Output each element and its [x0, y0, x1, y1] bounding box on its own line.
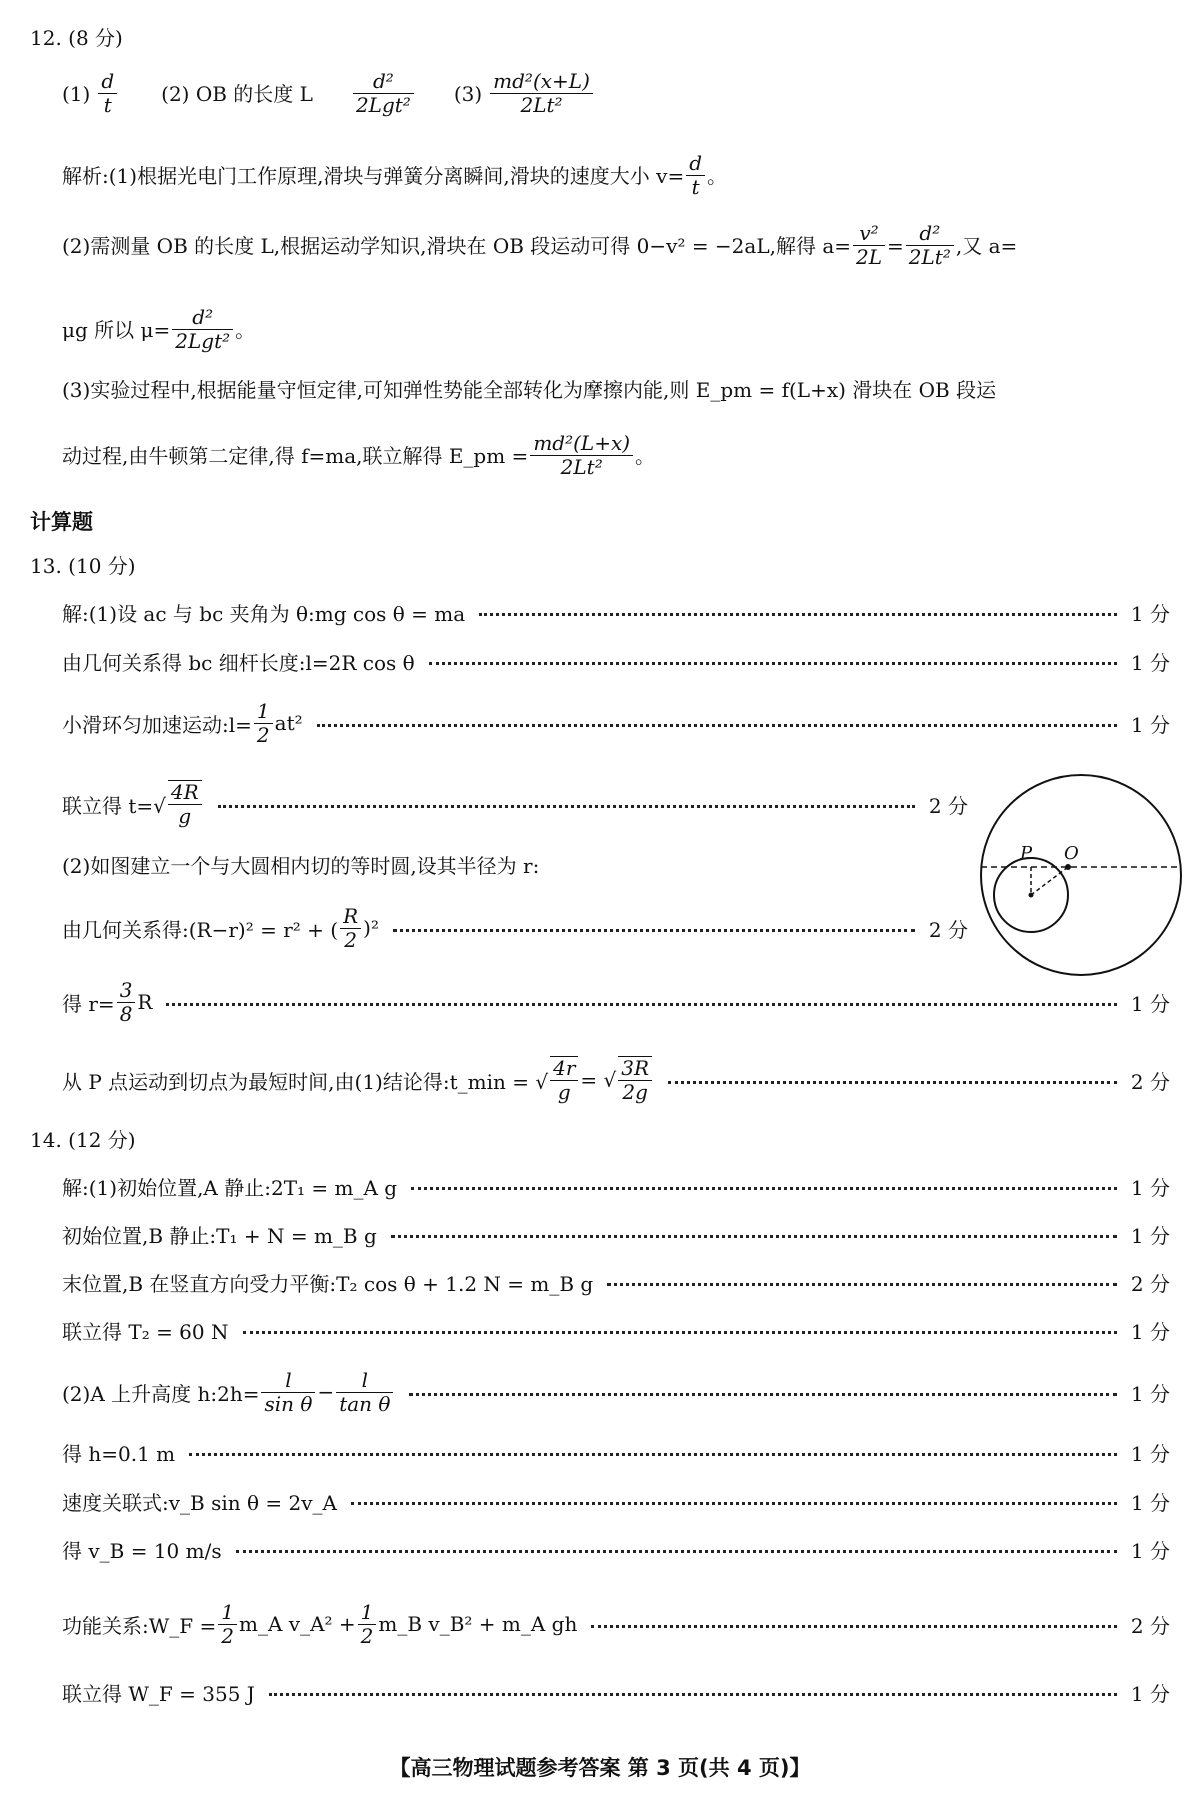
- q12-answers: [62, 70, 595, 117]
- q12-a1-fraction: d t: [98, 70, 117, 117]
- label-p: P: [1020, 843, 1033, 864]
- q13-circle-figure: [976, 770, 1186, 980]
- q14-line-4: 联立得 T₂ = 60 N 1 分: [62, 1319, 1170, 1344]
- q14-line-5: (2)A 上升高度 h:2h= $\frac{l}{\text{sin θ}}$ − $\frac{l}{\text{tan θ}}$ 1 分: [62, 1367, 1170, 1416]
- q13-line-4: 联立得 t=√ 4R g 2 分: [62, 780, 968, 828]
- label-o: O: [1064, 843, 1079, 864]
- q13-line-1: 解:(1)设 ac 与 bc 夹角为 θ:mg cos θ = ma 1 分: [62, 601, 1170, 626]
- small-center-dot: [1029, 893, 1034, 898]
- o-point-dot: [1065, 864, 1071, 870]
- q12-analysis-3-line2: 动过程,由牛顿第二定律,得 f=ma,联立解得 E_pm = $\frac{\text{md²(L+x)}}{\text{2Lt²}}$ 。: [62, 431, 656, 479]
- q13-header: 13. (10 分): [30, 554, 136, 578]
- page-footer: 【高三物理试题参考答案 第 3 页(共 4 页)】: [389, 1756, 811, 1780]
- q12-a3-fraction: md²(x+L) 2Lt²: [490, 70, 593, 117]
- q14-header: 14. (12 分): [30, 1128, 136, 1152]
- q13-line-6: 由几何关系得:(R−r)² = r² + ( R 2 )² 2 分: [62, 903, 968, 952]
- q12-analysis-2: (2)需测量 OB 的长度 L,根据运动学知识,滑块在 OB 段运动可得 0−v² = −2aL,解得 a= $\frac{\text{v²}}{2L}$ = $\frac{\text{d²}}{\text{2Lt²}}$ ,又 a=: [62, 221, 1018, 269]
- q12-analysis-2b: μg 所以 μ= d² 2Lgt² 。: [62, 305, 256, 353]
- q14-line-1: 解:(1)初始位置,A 静止:2T₁ = m_A g 1 分: [62, 1175, 1170, 1200]
- q14-line-8: 得 v_B = 10 m/s 1 分: [62, 1538, 1170, 1563]
- q13-line-2: 由几何关系得 bc 细杆长度:l=2R cos θ 1 分: [62, 650, 1170, 675]
- q12-a1-label: (1): [62, 81, 91, 106]
- q13-line-8: 从 P 点运动到切点为最短时间,由(1)结论得:t_min = √ $\frac{4r}{g}$ = √ 3R 2g 2 分: [62, 1056, 1170, 1104]
- q12-a2-label: (2) OB 的长度 L: [161, 81, 313, 106]
- large-circle: [981, 775, 1181, 975]
- q14-line-2: 初始位置,B 静止:T₁ + N = m_B g 1 分: [62, 1223, 1170, 1248]
- q12-analysis-1: 解析:(1)根据光电门工作原理,滑块与弹簧分离瞬间,滑块的速度大小 v= $\frac{d}{t}$ 。: [62, 151, 728, 199]
- q12-analysis-3-line1: (3)实验过程中,根据能量守恒定律,可知弹性势能全部转化为摩擦内能,则 E_pm = f(L+x) 滑块在 OB 段运: [62, 378, 997, 402]
- q14-line-3: 末位置,B 在竖直方向受力平衡:T₂ cos θ + 1.2 N = m_B g 2 分: [62, 1271, 1170, 1296]
- q12-a3-label: (3): [453, 81, 483, 106]
- q14-line-7: 速度关联式:v_B sin θ = 2v_A 1 分: [62, 1490, 1170, 1515]
- radius-dashed: [1031, 867, 1068, 895]
- q13-line-3: 小滑环匀加速运动:l= $\frac{1}{2}$ at² 1 分: [62, 698, 1170, 747]
- q13-line-5: (2)如图建立一个与大圆相内切的等时圆,设其半径为 r:: [62, 854, 540, 878]
- section-title: 计算题: [30, 510, 93, 534]
- q13-line-7: 得 r= $\frac{3}{8}$ R 1 分: [62, 977, 1170, 1026]
- q12-a2-fraction: d² 2Lgt²: [353, 70, 414, 117]
- q14-line-6: 得 h=0.1 m 1 分: [62, 1441, 1170, 1466]
- q14-line-9: 功能关系:W_F = $\frac{1}{2}$ m_A v_A² + $\frac{1}{2}$ m_B v_B² + m_A gh 2 分: [62, 1599, 1170, 1648]
- q14-line-10: 联立得 W_F = 355 J 1 分: [62, 1681, 1170, 1706]
- q12-header: 12. (8 分): [30, 26, 123, 50]
